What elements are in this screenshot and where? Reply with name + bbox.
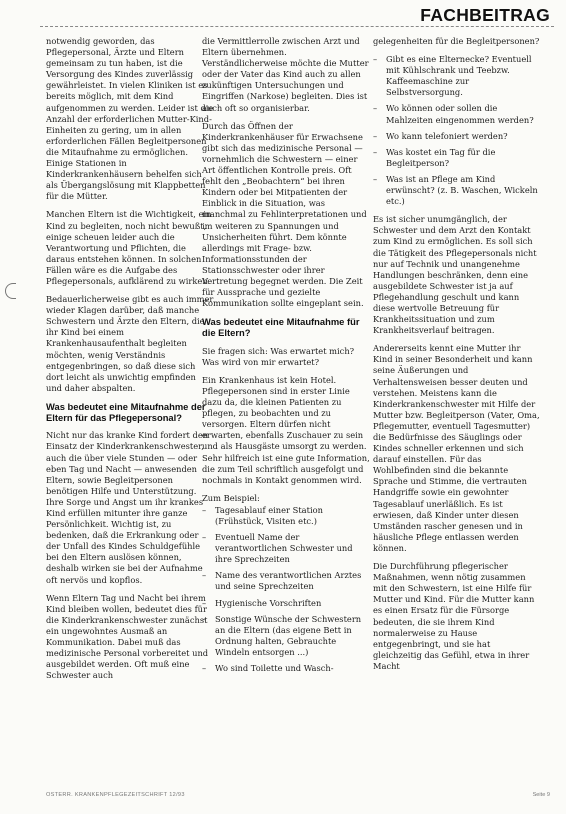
paragraph: Es ist sicher unumgänglich, der Schwester und dem Arzt den Kontakt zum Kind zu ermöglichen. Es soll sich die Tätigkeit des Pflegepersonals nicht nur auf Technik und unangenehme Handlungen beschränken, denn eine ausgebildete Schwester ist ja auf Pflegehandlung geschult und kann diese wertvolle Betreuung für Krankheitssituation und zum Krankheitsverlauf beitragen. xyxy=(373,214,537,336)
info-list xyxy=(373,54,541,207)
list-item: – Tagesablauf einer Station (Frühstück, Visiten etc.) xyxy=(202,505,370,527)
list-item: – Was kostet ein Tag für die Begleitperson? xyxy=(373,147,541,169)
paragraph: Manchen Eltern ist die Wichtigkeit, ein Kind zu begleiten, noch nicht bewußt, einige scheuen leider auch die Verantwortung und Pflichten, die daraus entstehen können. In solchen Fällen wäre es die Aufgabe des Pflegepersonals, aufklärend zu wirken. xyxy=(46,209,212,286)
column-1 xyxy=(46,36,214,688)
list-item: – Hygienische Vorschriften xyxy=(202,598,370,609)
paragraph: Durch das Öffnen der Kinderkrankenhäuser für Erwachsene gibt sich das medizinische Personal — vornehmlich die Schwestern — einer Art öffentlichen Kontrolle preis. Oft fehlt den „Beobachtern“ bei ihren Kindern oder bei Mitpatienten der Einblick in die Situation, was manchmal zu Fehlinterpretationen und im weiteren zu Spannungen und Unsicherheiten führt. Dem könnte allerdings mit Frage- bzw. Informationsstunden der Stationsschwester oder ihrer Vertretung begegnet werden. Die Zeit für Aussprache und gezielte Kommunikation sollte eingeplant sein. xyxy=(202,120,367,309)
list-lead: Zum Beispiel: xyxy=(202,492,260,503)
list-item: – Sonstige Wünsche der Schwestern an die Eltern (das eigene Bett in Ordnung halten, Gebrauchte Windeln entsorgen ...) xyxy=(202,614,370,658)
section-title: FACHBEITRAG xyxy=(420,5,550,25)
page-header xyxy=(0,0,566,30)
list-item: – Gibt es eine Elternecke? Eventuell mit Kühlschrank und Teebzw. Kaffeemaschine zur Selbstversorgung. xyxy=(373,54,541,98)
page-number: Seite 9 xyxy=(532,792,550,798)
paragraph: Die Durchführung pflegerischer Maßnahmen, wenn nötig zusammen mit den Schwestern, ist eine Hilfe für Mutter und Kind. Für die Mutter kann es einen Ersatz für die Fürsorge bedeuten, die sie ihrem Kind normalerweise zu Hause entgegenbringt, und sie hat gleichzeitig das Gefühl, etwa in ihrer Macht xyxy=(373,561,535,671)
paragraph: Bedauerlicherweise gibt es auch immer wieder Klagen darüber, daß manche Schwestern und Ärzte den Eltern, die ihr Kind bei einem Krankenhausaufenthalt begleiten möchten, wenig Verständnis entgegenbringen, so daß diese sich dort leicht als unwichtig empfinden und daher abspalten. xyxy=(46,294,214,393)
paragraph: notwendig geworden, das Pflegepersonal, Ärzte und Eltern gemeinsam zu tun haben, ist die Versorgung des Kindes zuverlässig gewährleistet. In vielen Kliniken ist es bereits möglich, mit dem Kind aufgenommen zu werden. Leider ist die Anzahl der erforderlichen Mutter-Kind-Einheiten zu gering, um in allen erforderlichen Fällen Begleitpersonen die Mitaufnahme zu ermöglichen. Einige Stationen in Kinderkrankenhäusern behelfen sich als Übergangslösung mit Klappbetten für die Mütter. xyxy=(46,36,214,202)
paragraph: gelegenheiten für die Begleitpersonen? xyxy=(373,36,540,46)
list-item: – Wo können oder sollen die Mahlzeiten eingenommen werden? xyxy=(373,103,541,125)
paragraph: Ein Krankenhaus ist kein Hotel. Pflegepersonen sind in erster Linie dazu da, die kleinen Patienten zu pflegen, zu beobachten und zu versorgen. Eltern dürfen nicht erwarten, ebenfalls Zuschauer zu sein und als Hausgäste umsorgt zu werden. Sehr hilfreich ist eine gute Information, die zum Teil schriftlich ausgefolgt und nochmals in Kontakt genommen wird. xyxy=(202,374,370,485)
paragraph: Andererseits kennt eine Mutter ihr Kind in seiner Besonderheit und kann seine Äußerungen und Verhaltensweisen besser deuten und verstehen. Meistens kann die Kinderkrankenschwester mit Hilfe der Mutter bzw. Begleitperson (Vater, Oma, Pflegemutter, eventuell Tagesmutter) die Bedürfnisse des Säuglings oder Kindes schneller erkennen und sich darauf einstellen. Für das Wohlbefinden sind die bekannte Sprache und Stimme, die vertrauten Handgriffe sowie ein gewohnter Tagesablauf unerläßlich. Es ist erwiesen, daß Kinder unter diesen Umständen rascher genesen und in häusliche Pflege entlassen werden können. xyxy=(373,343,540,553)
paragraph: Sie fragen sich: Was erwartet mich? Was wird von mir erwartet? xyxy=(202,345,355,367)
column-3 xyxy=(373,36,541,679)
list-item: – Wo kann telefoniert werden? xyxy=(373,131,541,142)
footer-journal: OSTERR. KRANKENPFLEGEZEITSCHRIFT 12/93 xyxy=(46,792,185,798)
list-item: – Was ist an Pflege am Kind erwünscht? (z. B. Waschen, Wickeln etc.) xyxy=(373,174,541,207)
column-2 xyxy=(202,36,370,681)
info-list xyxy=(202,505,370,674)
section-heading: Was bedeutet eine Mitaufnahme der Eltern für das Pflegepersonal? xyxy=(46,400,206,424)
list-item: – Wo sind Toilette und Wasch- xyxy=(202,663,370,674)
paragraph: Nicht nur das kranke Kind fordert den Einsatz der Kinderkrankenschwester, auch die über viele Stunden — oder eben Tag und Nacht — anwesenden Eltern, sowie Begleitpersonen benötigen Hilfe und Unterstützung. Ihre Sorge und Angst um ihr krankes Kind erfüllen mitunter ihre ganze Persönlichkeit. Wichtig ist, zu bedenken, daß die Erkrankung oder der Unfall des Kindes Schuldgefühle bei den Eltern auslösen können, deshalb wirken sie bei der Aufnahme oft nervös und kopflos. xyxy=(46,430,209,585)
list-item: – Eventuell Name der verantwortlichen Schwester und ihre Sprechzeiten xyxy=(202,532,370,565)
paragraph: die Vermittlerrolle zwischen Arzt und Eltern übernehmen. Verständlicherweise möchte die Mutter oder der Vater das Kind auch zu allen zukünftigen Untersuchungen und Eingriffen (Narkose) begleiten. Dies ist auch oft so organisierbar. xyxy=(202,36,369,113)
paragraph: Wenn Eltern Tag und Nacht bei ihrem Kind bleiben wollen, bedeutet dies für die Kinderkrankenschwester zunächst ein ungewohntes Ausmaß an Kommunikation. Dabei muß das medizinische Personal vorbereitet und ausgebildet werden. Oft muß eine Schwester auch xyxy=(46,592,209,681)
list-item: – Name des verantwortlichen Arztes und seine Sprechzeiten xyxy=(202,570,370,592)
section-heading: Was bedeutet eine Mitaufnahme für die Eltern? xyxy=(202,316,360,339)
header-divider xyxy=(40,26,554,27)
punch-hole-mark xyxy=(5,283,16,299)
